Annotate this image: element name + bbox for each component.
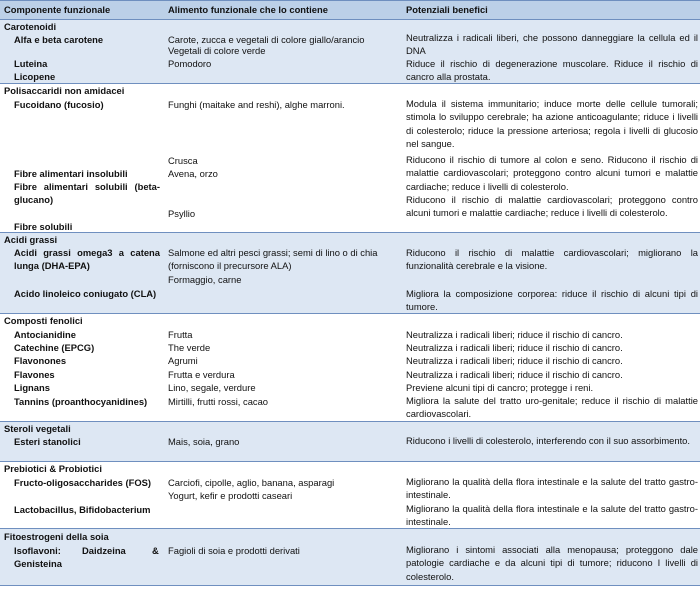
- component-name: Fibre alimentari insolubili: [14, 168, 128, 179]
- group-title: Polisaccaridi non amidacei: [4, 85, 125, 96]
- component-name: Lactobacillus, Bifidobacterium: [14, 504, 151, 515]
- header-alimento: Alimento funzionale che lo contiene: [168, 4, 328, 15]
- food-cell: The verde: [168, 342, 211, 353]
- food-cell: Mirtilli, frutti rossi, cacao: [168, 396, 269, 407]
- component-name: Antocianidine: [14, 329, 76, 340]
- food-cell: Frutta e verdura: [168, 369, 235, 380]
- component-name: Acido linoleico coniugato (CLA): [14, 288, 157, 299]
- group-title: Carotenoidi: [4, 21, 57, 32]
- food-cell: Formaggio, carne: [168, 274, 242, 285]
- benefit-cell: Migliora la composizione corporea: riduce il rischio di alcuni tipi di tumore.: [406, 288, 698, 313]
- header-benefici: Potenziali benefici: [406, 4, 488, 15]
- benefit-cell: Riducono il rischio di malattie cardiovascolari; migliorano la funzionalità cerebrale e la visione.: [406, 247, 698, 272]
- benefit-cell: Modula il sistema immunitario; induce morte delle cellule tumorali; stimola lo sviluppo cerebrale; ha azione anticoagulante; riduce i livelli di colesterolo; riduce la pressione arteriosa; regola i livelli di glucosio nel sangue.: [406, 98, 698, 150]
- benefit-cell: Riduce il rischio di degenerazione muscolare. Riduce il rischio di cancro alla prostata.: [406, 58, 698, 83]
- benefit-cell: Neutralizza i radicali liberi; riduce il rischio di cancro.: [406, 329, 623, 340]
- component-name: Licopene: [14, 71, 56, 82]
- benefit-cell: Neutralizza i radicali liberi; riduce il rischio di cancro.: [406, 342, 623, 353]
- food-cell: Crusca: [168, 155, 198, 166]
- benefit-cell: Riducono il rischio di malattie cardiovascolari; proteggono contro alcuni tumori e malattie cardiache; reduce i livelli di colesterolo.: [406, 194, 698, 219]
- benefit-cell: Neutralizza i radicali liberi; riduce il rischio di cancro.: [406, 369, 623, 380]
- food-cell: Frutta: [168, 329, 193, 340]
- table-header: [0, 0, 700, 20]
- food-cell: Carote, zucca e vegetali di colore giallo/arancio: [168, 34, 365, 45]
- benefit-cell: Neutralizza i radicali liberi; riduce il rischio di cancro.: [406, 355, 623, 366]
- component-name-daidzeina: Daidzeina: [82, 545, 126, 556]
- component-name: Luteina: [14, 58, 48, 69]
- group-title: Composti fenolici: [4, 315, 83, 326]
- component-name: Fructo-oligosaccharides (FOS): [14, 477, 151, 488]
- component-name: Fucoidano (fucosio): [14, 99, 104, 110]
- food-cell: Psyllio: [168, 208, 196, 219]
- food-cell: Yogurt, kefir e prodotti caseari: [168, 490, 293, 501]
- component-name-genisteina: Genisteina: [14, 558, 62, 569]
- component-name-ampersand: &: [152, 545, 159, 556]
- component-name-isoflavoni: Isoflavoni:: [14, 545, 61, 556]
- component-name: Fibre solubili: [14, 221, 73, 232]
- group-title: Acidi grassi: [4, 234, 58, 245]
- component-name: Flavones: [14, 369, 55, 380]
- food-cell: Funghi (maitake and reshi), alghe marroni.: [168, 99, 345, 110]
- benefit-cell: Neutralizza i radicali liberi, che possono danneggiare la cellula ed il DNA: [406, 32, 698, 57]
- table-bottom-rule: [0, 585, 700, 586]
- group-title: Prebiotici & Probiotici: [4, 463, 102, 474]
- benefit-cell: Riducono i livelli di colesterolo, interferendo con il suo assorbimento.: [406, 435, 691, 446]
- food-cell: Carciofi, cipolle, aglio, banana, asparagi: [168, 477, 335, 488]
- food-cell: Lino, segale, verdure: [168, 382, 256, 393]
- group-title: Steroli vegetali: [4, 423, 71, 434]
- component-name: Fibre alimentari solubili (beta-glucano): [14, 181, 160, 205]
- component-name: Catechine (EPCG): [14, 342, 95, 353]
- component-name: Alfa e beta carotene: [14, 34, 104, 45]
- food-cell: Agrumi: [168, 355, 198, 366]
- benefit-cell: Riducono il rischio di tumore al colon e seno. Riducono il rischio di malattie cardiovascolari; proteggono contro alcuni tumori e malattie cardiache; reduce i livelli di colesterolo.: [406, 154, 698, 192]
- component-name: Tannins (proanthocyanidines): [14, 396, 148, 407]
- group-title: Fitoestrogeni della soia: [4, 531, 109, 542]
- header-componente: Componente funzionale: [4, 4, 111, 15]
- food-cell: Fagioli di soia e prodotti derivati: [168, 545, 300, 556]
- component-name: Acidi grassi omega3 a catena lunga (DHA-EPA): [14, 247, 160, 271]
- component-name: Esteri stanolici: [14, 436, 81, 447]
- benefit-cell: Migliora la salute del tratto uro-genitale; reduce il rischio di malattie cardiovascolari.: [406, 395, 698, 420]
- food-cell: Mais, soia, grano: [168, 436, 240, 447]
- component-name: Flavonones: [14, 355, 67, 366]
- food-cell: Salmone ed altri pesci grassi; semi di lino o di chia (forniscono il precursore ALA): [168, 247, 378, 271]
- benefit-cell: Migliorano la qualità della flora intestinale e la salute del tratto gastro-intestinale.: [406, 476, 698, 501]
- food-cell: Pomodoro: [168, 58, 212, 69]
- component-name: Lignans: [14, 382, 50, 393]
- benefit-cell: Previene alcuni tipi di cancro; protegge i reni.: [406, 382, 594, 393]
- benefit-cell: Migliorano i sintomi associati alla menopausa; proteggono dale patologie cardiache e da alcuni tipi di tumore; riducono I livelli di colesterolo.: [406, 544, 698, 582]
- food-cell: Avena, orzo: [168, 168, 218, 179]
- food-cell: Vegetali di colore verde: [168, 45, 266, 56]
- benefit-cell: Migliorano la qualità della flora intestinale e la salute del tratto gastro-intestinale.: [406, 503, 698, 528]
